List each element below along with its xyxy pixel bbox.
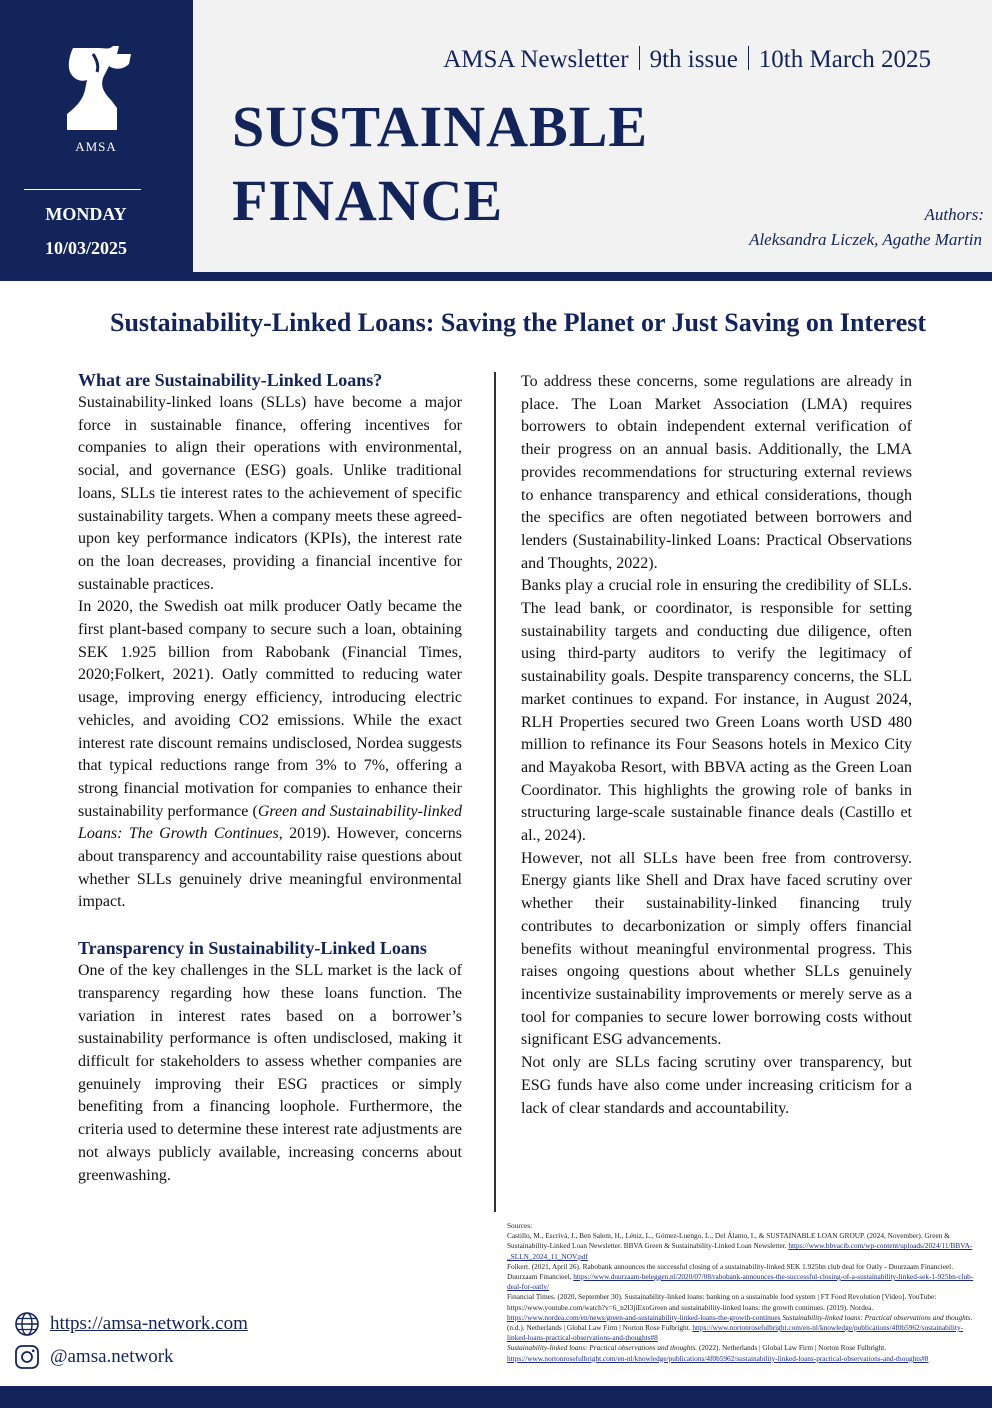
instagram-icon (14, 1344, 40, 1370)
logo-text: AMSA (75, 139, 117, 154)
issue-line (443, 46, 931, 74)
newsletter-title (232, 96, 648, 232)
source-entry (507, 1262, 975, 1293)
issue-separator (639, 46, 640, 70)
website-row (14, 1311, 248, 1337)
instagram-handle[interactable]: @amsa.network (50, 1346, 174, 1367)
authors-names: Aleksandra Liczek, Agathe Martin (749, 230, 982, 249)
website-link[interactable]: https://amsa-network.com (50, 1313, 248, 1334)
authors-label: Authors: (924, 205, 984, 224)
paragraph: Not only are SLLs facing scrutiny over transparency, but ESG funds have also come under increasing criticism for a lack of clear standards and accountability. (521, 1054, 912, 1117)
issue-separator (748, 46, 749, 70)
header-sidebar (0, 0, 193, 280)
source-text: Castillo, M., Escrivá, J., Ben Salem, H., Léniz, L., Gómez-Luengo, L., Del Álamo, I., & SUSTAINABLE LOAN GROUP. (2024, November). Green & Sustainability-Linked Loan Newsletter. BBVA Green & Sustainability-Linked Loan Newsletter. (507, 1231, 950, 1251)
left-column (78, 368, 462, 1187)
paragraph (78, 596, 462, 914)
issue-day: MONDAY (45, 204, 127, 224)
sources-block (507, 1221, 975, 1364)
instagram-row (14, 1344, 174, 1370)
issue-date: 10/03/2025 (44, 238, 127, 258)
paragraph-italic-citation: Green and Sustainability-linked Loans: The Growth Continues (78, 802, 462, 843)
section-title-what-are-slls: What are Sustainability-Linked Loans? (78, 370, 383, 390)
section-title-transparency: Transparency in Sustainability-Linked Loans (78, 938, 427, 959)
source-link[interactable]: https://www.nortonrosefulbright.com/en-nl/knowledge/publications/4f0b5962/sustainability-linked-loans-practical-observations-and-thoughts#8 (507, 1323, 964, 1343)
source-text: Folkert. (2021, April 26). Rabobank announces the successful closing of a sustainability-linked SEK 1.925bn club deal for Oatly - Duurzaam Financieel. Duurzaam Financieel. (507, 1261, 954, 1282)
source-italic: Sustainability-linked loans: Practical observations and thoughts. (782, 1312, 973, 1322)
title-line-2: FINANCE (232, 168, 504, 233)
sidebar-divider (24, 189, 141, 190)
paragraph-text: In 2020, the Swedish oat milk producer Oatly became the first plant-based company to secure such a loan, obtaining SEK 1.925 billion from Rabobank (Financial Times, 2020;Folkert, 2021). Oatly committed to reducing water usage, improving energy efficiency, introducing electric vehicles, and avoiding CO2 emissions. While the exact interest rate discount remains undisclosed, Nordea suggests that typical reductions range from 3% to 7%, offering a strong financial motivation for companies to enhance their sustainability performance ( (78, 598, 462, 820)
source-link[interactable]: https://www.bbvacib.com/wp-content/uploads/2024/11/BBVA-_SLLN_2024_11_NOV.pdf (507, 1241, 973, 1261)
newsletter-name: AMSA Newsletter (443, 46, 629, 73)
source-text: (n.d.). Netherlands | Global Law Firm | Norton Rose Fulbright. (507, 1323, 691, 1333)
paragraph: Banks play a crucial role in ensuring the credibility of SLLs. The lead bank, or coordinator, is responsible for setting sustainability targets and conducting due diligence, often using third-party auditors to verify the legitimacy of sustainability goals. Despite transparency concerns, the SLL market continues to expand. For instance, in August 2024, RLH Properties secured two Green Loans worth USD 480 million to refinance its Four Seasons hotels in Mexico City and Mayakoba Resort, with BBVA acting as the Green Loan Coordinator. This highlights the growing role of banks in structuring large-scale sustainable finance deals (Castillo et al., 2024). (521, 577, 912, 845)
sources-label: Sources: (507, 1221, 533, 1230)
knight-logo-icon (59, 44, 133, 132)
issue-full-date: 10th March 2025 (758, 46, 931, 73)
source-link[interactable]: https://www.duurzaam-beleggen.nl/2020/07/08/rabobank-announces-the-successful-closing-of-a-sustainability-linked-sek-1-925bn-club-deal-for-oatly/ (507, 1272, 974, 1292)
paragraph: Sustainability-linked loans (SLLs) have become a major force in sustainable finance, offering incentives for companies to align their operations with environmental, social, and governance (ESG) goals. Unlike traditional loans, SLLs tie interest rates to the achievement of specific sustainability targets. When a company meets these agreed-upon key performance indicators (KPIs), the interest rate on the loan decreases, providing a financial incentive for sustainable practices. (78, 394, 462, 593)
paragraph: However, not all SLLs have been free from controversy. Energy giants like Shell and Drax have faced scrutiny over whether their sustainability-linked financing truly contributes to decarbonization or simply offers financial benefits without meaningful environmental progress. This raises ongoing questions about whether SLLs genuinely incentivize sustainability improvements or merely serve as a tool for companies to secure lower borrowing costs without significant ESG advancements. (521, 849, 912, 1049)
source-text: Financial Times. (2020, September 30). Sustainability-linked loans: banking on a sustainable food system | FT Food Revolution [Video]. YouTube: https://www.youtube.com/watch?v=6_n2I3jiExoGreen and sustainability-linked loans: the growth continues. (2019). Nordea. (507, 1292, 937, 1312)
source-link[interactable]: https://www.nortonrosefulbright.com/en-nl/knowledge/publications/4f0b5962/sustainability-linked-loans-practical-observations-and-thoughts#8 (507, 1353, 929, 1363)
column-divider (494, 372, 496, 1212)
right-column (521, 371, 912, 1120)
footer-bar (0, 1386, 992, 1408)
source-entry (507, 1343, 975, 1363)
amsa-logo (44, 44, 148, 155)
source-link[interactable]: https://www.nordea.com/en/news/green-and-sustainability-linked-loans-the-growth-continues (507, 1312, 781, 1322)
paragraph: To address these concerns, some regulations are already in place. The Loan Market Association (LMA) requires borrowers to obtain independent external verification of their progress on an annual basis. Additionally, the LMA provides recommendations for structuring external reviews to enhance transparency and ethical considerations, though the specifics are often negotiated between borrowers and lenders (Sustainability-linked Loans: Practical Observations and Thoughts, 2022). (521, 373, 912, 572)
source-text: (2022). Netherlands | Global Law Firm | Norton Rose Fulbright. (698, 1343, 887, 1353)
issue-number: 9th issue (649, 46, 738, 73)
source-entry (507, 1292, 975, 1343)
article-headline: Sustainability-Linked Loans: Saving the Planet or Just Saving on Interest (109, 308, 927, 337)
paragraph: One of the key challenges in the SLL market is the lack of transparency regarding how these loans function. The variation in interest rates based on a borrower’s sustainability performance is often undisclosed, making it difficult for stakeholders to assess whether companies are genuinely improving their ESG practices or simply benefiting from a financing loophole. Furthermore, the criteria used to determine these interest rate adjustments are not always publicly available, increasing concerns about greenwashing. (78, 962, 462, 1184)
title-line-1: SUSTAINABLE (232, 94, 649, 159)
source-entry (507, 1231, 975, 1262)
paragraph-text: , 2019). However, concerns about transparency and accountability raise questions about whether SLLs genuinely drive meaningful environmental impact. (78, 825, 462, 911)
header-bar (0, 272, 992, 281)
source-italic: Sustainability-linked loans: Practical observations and thoughts. (507, 1343, 698, 1353)
globe-icon (14, 1311, 40, 1337)
